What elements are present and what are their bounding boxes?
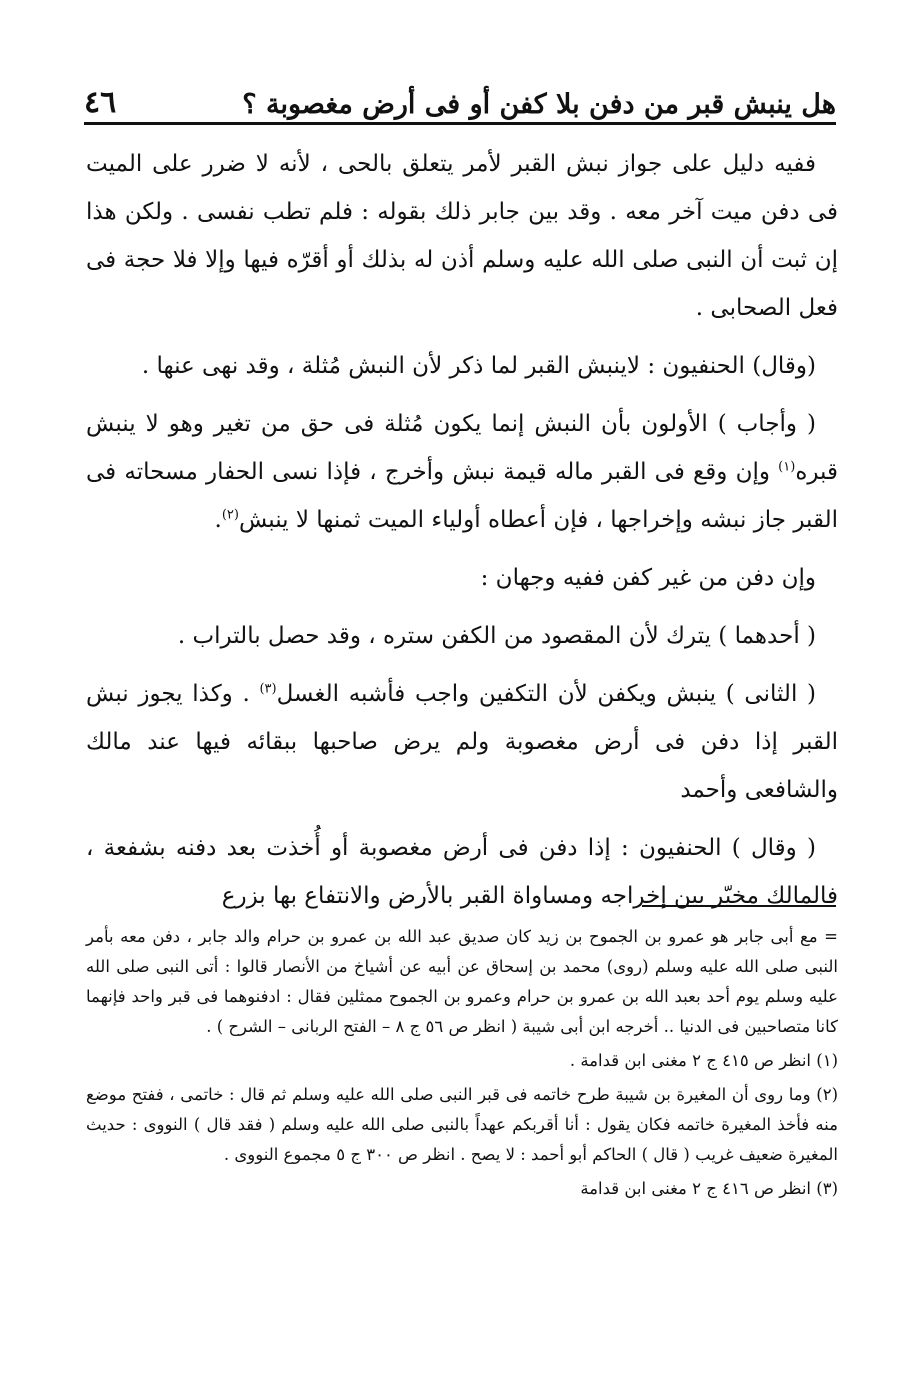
paragraph-text: ( أحدهما ) يترك لأن المقصود من الكفن ستره ، وقد حصل بالتراب . bbox=[177, 623, 816, 649]
paragraph bbox=[86, 670, 838, 814]
paragraph-text: . bbox=[214, 507, 222, 533]
paragraph-text: (وقال) الحنفيون : لاينبش القبر لما ذكر لأن النبش مُثلة ، وقد نهى عنها . bbox=[141, 353, 816, 379]
header-rule bbox=[84, 122, 836, 125]
footnote-rule bbox=[642, 905, 836, 907]
footnote-ref-2: (٢) bbox=[221, 507, 239, 523]
paragraph bbox=[86, 140, 838, 332]
paragraph-text: وإن دفن من غير كفن ففيه وجهان : bbox=[480, 565, 816, 591]
paragraph bbox=[86, 400, 838, 544]
running-title: هل ينبش قبر من دفن بلا كفن أو فى أرض مغصوبة ؟ bbox=[242, 89, 836, 120]
paragraph-text: ( الثانى ) ينبش ويكفن لأن التكفين واجب فأشبه الغسل bbox=[276, 681, 816, 707]
footnote-2: (٢) وما روى أن المغيرة بن شيبة طرح خاتمه فى قبر النبى صلى الله عليه وسلم ثم قال : خاتمى ، ففتح موضع منه فأخذ المغيرة خاتمه فكان يقول : أنا أقربكم عهداً بالنبى صلى الله عليه وسلم ( فقد قال ) النووى : حديث المغيرة ضعيف غريب ( قال ) الحاكم أبو أحمد : لا يصح . انظر ص ٣٠٠ ج ٥ مجموع النووى . bbox=[86, 1085, 838, 1164]
footnote-1: (١) انظر ص ٤١٥ ج ٢ مغنى ابن قدامة . bbox=[569, 1051, 838, 1070]
paragraph-text: ( وقال ) الحنفيون : إذا دفن فى أرض مغصوبة أو أُخذت بعد دفنه بشفعة ، فالمالك مخيّر بين إخراجه ومساواة القبر بالأرض والانتفاع بها بزرع bbox=[86, 835, 838, 909]
paragraph-text: . وكذا يجوز نبش القبر إذا دفن فى أرض مغصوبة ولم يرض صاحبها ببقائه فيها عند مالك والشافعى وأحمد bbox=[86, 681, 838, 803]
footnote-ref-1: (١) bbox=[778, 459, 796, 475]
paragraph-text: وإن وقع فى القبر ماله قيمة نبش وأخرج ، فإذا نسى الحفار مسحاته فى القبر جاز نبشه وإخراجها ، فإن أعطاه أولياء الميت ثمنها لا ينبش bbox=[86, 459, 838, 533]
main-text bbox=[86, 140, 838, 930]
footnote-ref-3: (٣) bbox=[259, 681, 277, 697]
paragraph-text: ( وأجاب ) الأولون بأن النبش إنما يكون مُثلة فى حق من تغير وهو لا ينبش قبره bbox=[86, 411, 838, 485]
footnote-3: (٣) انظر ص ٤١٦ ج ٢ مغنى ابن قدامة bbox=[580, 1179, 838, 1198]
paragraph bbox=[86, 612, 838, 660]
paragraph-text: ففيه دليل على جواز نبش القبر لأمر يتعلق بالحى ، لأنه لا ضرر على الميت فى دفن ميت آخر معه . وقد بين جابر ذلك بقوله : فلم تطب نفسى . ولكن هذا إن ثبت أن النبى صلى الله عليه وسلم أذن له بذلك أو أقرّه فيها وإلا فلا حجة فى فعل الصحابى . bbox=[86, 151, 838, 321]
page-header bbox=[84, 70, 836, 118]
footnotes bbox=[86, 922, 838, 1208]
page-number: ٤٦ bbox=[84, 85, 117, 120]
footnote-continued: = مع أبى جابر هو عمرو بن الجموح بن زيد كان صديق عبد الله بن عمرو بن حرام والد جابر ، دفن معه بأمر النبى صلى الله عليه وسلم (روى) محمد بن إسحاق عن أبيه عن أشياخ من الأنصار قالوا : أتى النبى صلى الله عليه وسلم يوم أحد بعبد الله بن عمرو بن حرام وعمرو بن الجموح ممثلين فقال : ادفنوهما فى قبر واحد فإنهما كانا متصاحبين فى الدنيا .. أخرجه ابن أبى شيبة ( انظر ص ٥٦ ج ٨ – الفتح الربانى – الشرح ) . bbox=[86, 927, 838, 1036]
paragraph bbox=[86, 554, 838, 602]
paragraph bbox=[86, 342, 838, 390]
